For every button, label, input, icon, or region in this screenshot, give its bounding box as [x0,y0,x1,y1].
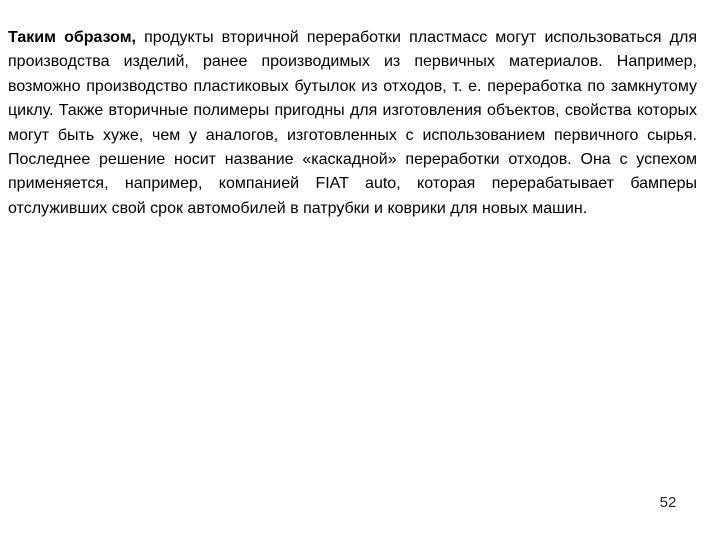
paragraph [8,26,697,221]
paragraph-lead: Таким образом, [8,29,136,46]
paragraph-body: продукты вторичной переработки пластмасс могут использоваться для производства изделий, ранее производимых из первичных материалов. Например, возможно производство пластиковых бутылок из отходов, т. е. переработка по замкнутому циклу. Также вторичные полимеры пригодны для изготовления объектов, свойства которых могут быть хуже, чем у аналогов, изготовленных с использованием первичного сырья. Последнее решение носит название «каскадной» переработки отходов. Она с успехом применяется, например, компанией FIAT auto, которая перерабатывает бамперы отслуживших свой срок автомобилей в патрубки и коврики для новых машин. [8,29,697,217]
page-number: 52 [659,494,677,511]
